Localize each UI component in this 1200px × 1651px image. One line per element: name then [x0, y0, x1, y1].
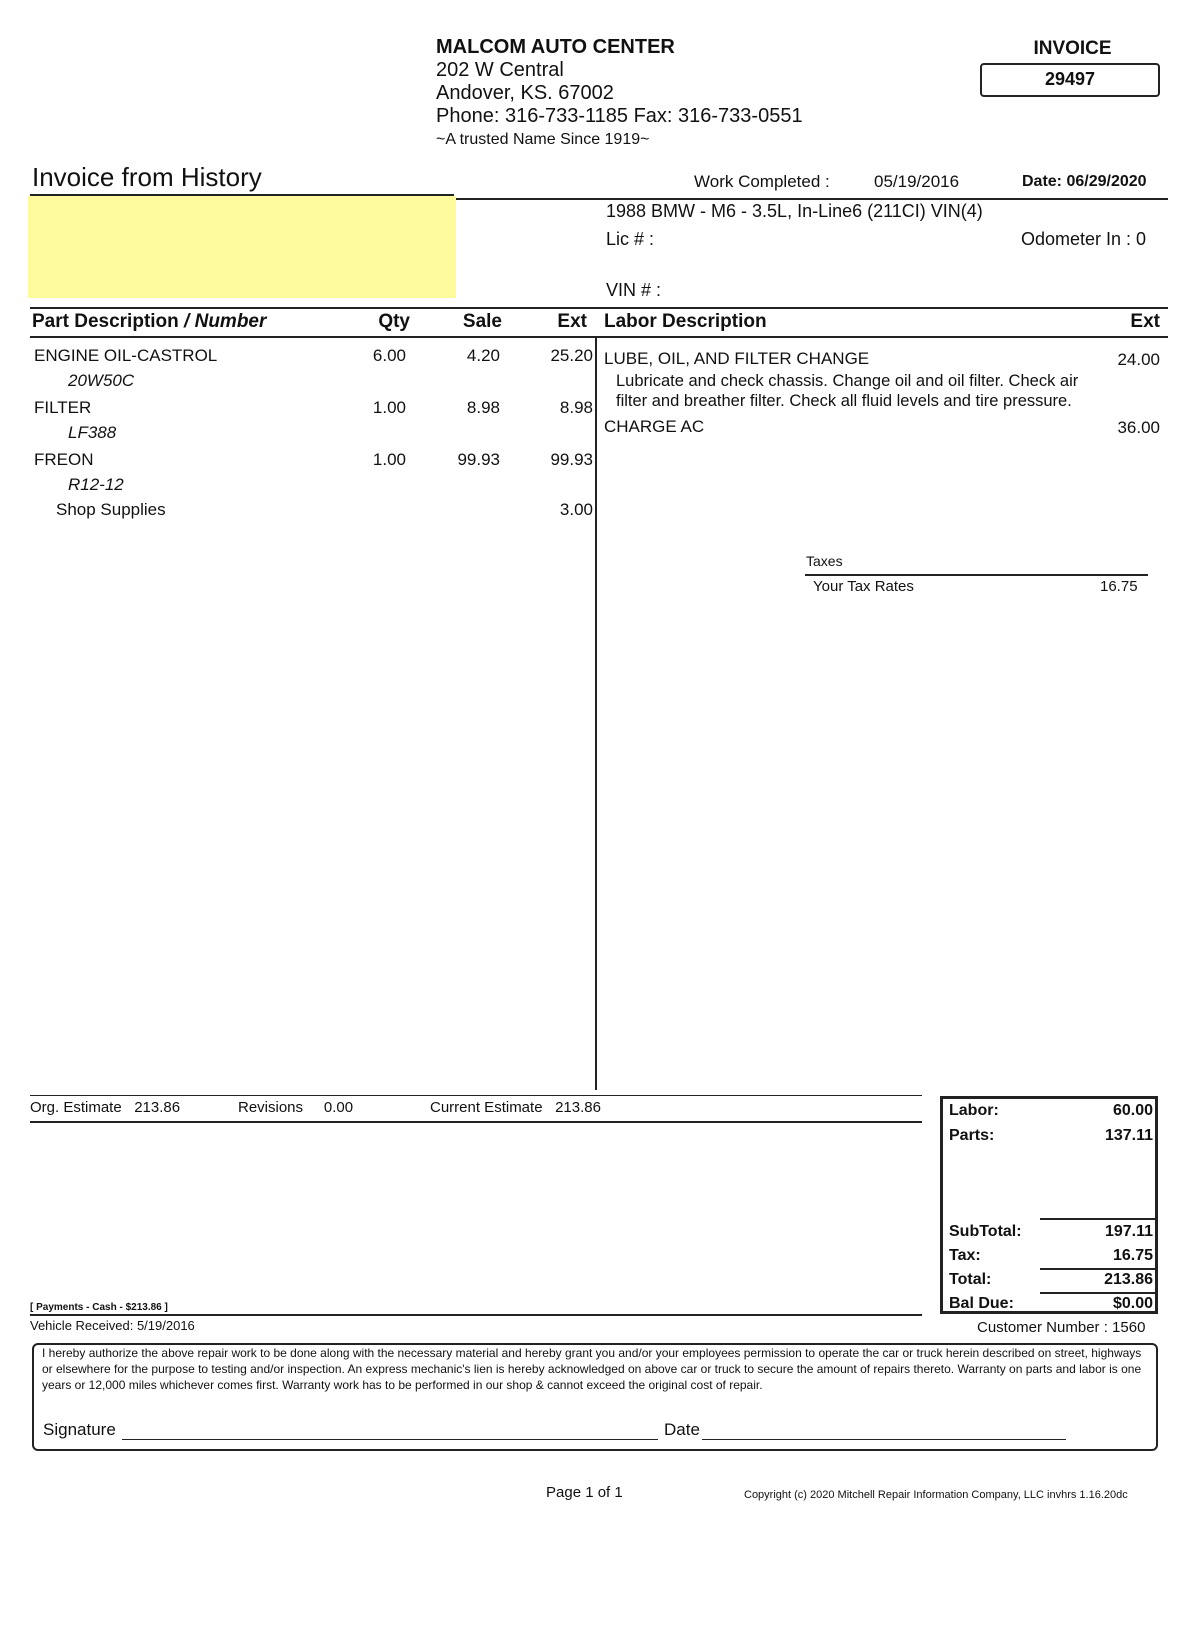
- vehicle-description: 1988 BMW - M6 - 3.5L, In-Line6 (211CI) VIN(4): [606, 201, 983, 221]
- org-estimate-value: 213.86: [134, 1099, 181, 1116]
- authorization-text: I hereby authorize the above repair work to be done along with the necessary material and hereby grant you and/or your employees permission to operate the car or truck herein described on street, highways or elsewhere for the purpose to testing and/or inspection. An express mechanic's lien is hereby acknowledged on above car or truck to secure the amount of repairs thereto. Warranty on parts and labor is one years or 12,000 miles whichever comes first. Warranty work has to be performed in our shop & cannot exceed the original cost of repair.: [42, 1346, 1142, 1392]
- invoice-number: 29497: [980, 63, 1160, 97]
- copyright: Copyright (c) 2020 Mitchell Repair Information Company, LLC invhrs 1.16.20dc: [744, 1489, 1128, 1501]
- current-estimate: [430, 1099, 601, 1116]
- divider: [30, 1095, 922, 1096]
- invoice-date-label: Date:: [1022, 173, 1063, 190]
- vin-number: VIN # :: [606, 280, 662, 300]
- labor-header-description: Labor Description: [604, 311, 767, 332]
- shop-supplies-label: Shop Supplies: [56, 500, 166, 519]
- parts-total-label: Parts:: [949, 1127, 995, 1144]
- company-address-line1: 202 W Central: [436, 59, 564, 81]
- date-line: [702, 1439, 1066, 1440]
- invoice-date: [1022, 173, 1147, 191]
- license-number: Lic # :: [606, 229, 655, 249]
- divider: [454, 198, 1168, 200]
- column-divider: [595, 338, 597, 1090]
- divider: [1040, 1268, 1155, 1270]
- invoice-date-value: 06/29/2020: [1066, 173, 1147, 190]
- vehicle-received: Vehicle Received: 5/19/2016: [30, 1318, 195, 1333]
- part-number: R12-12: [68, 475, 124, 494]
- labor-total-label: Labor:: [949, 1102, 999, 1119]
- tax-rate-label: Your Tax Rates: [813, 578, 914, 595]
- payments-line: [ Payments - Cash - $213.86 ]: [30, 1302, 168, 1313]
- shop-supplies-ext: 3.00: [559, 500, 593, 519]
- balance-due-label: Bal Due:: [949, 1295, 1014, 1312]
- org-estimate: [30, 1099, 180, 1116]
- grand-total: 213.86: [1104, 1271, 1153, 1288]
- tax-total: 16.75: [1112, 1247, 1153, 1264]
- part-qty: 1.00: [372, 450, 406, 469]
- company-name: MALCOM AUTO CENTER: [436, 36, 675, 58]
- redacted-customer-info: [28, 196, 456, 298]
- divider: [30, 1314, 922, 1316]
- total-label: Total:: [949, 1271, 992, 1288]
- divider: [30, 1121, 922, 1123]
- part-number: LF388: [68, 423, 117, 442]
- parts-header-description: [32, 311, 266, 333]
- divider: [30, 336, 1168, 338]
- subtotal: 197.11: [1104, 1223, 1153, 1240]
- divider: [1040, 1218, 1155, 1220]
- parts-header-number-label: / Number: [184, 311, 267, 332]
- company-address-line2: Andover, KS. 67002: [436, 82, 614, 104]
- work-completed-label: Work Completed :: [694, 172, 830, 191]
- part-qty: 1.00: [372, 398, 406, 417]
- customer-number: Customer Number : 1560: [977, 1319, 1146, 1336]
- document-title: Invoice from History: [32, 162, 262, 192]
- company-header: [436, 36, 803, 151]
- parts-header-desc-label: Part Description: [32, 311, 179, 332]
- part-sale: 99.93: [457, 450, 500, 469]
- subtotal-label: SubTotal:: [949, 1223, 1022, 1240]
- labor-name: CHARGE AC: [604, 417, 705, 436]
- odometer-in: Odometer In : 0: [1021, 229, 1147, 249]
- signature-date-label: Date: [664, 1420, 700, 1439]
- labor-ext: 24.00: [1117, 350, 1160, 369]
- divider: [1040, 1292, 1155, 1294]
- parts-total: 137.11: [1104, 1127, 1153, 1144]
- invoice-label: INVOICE: [1033, 38, 1112, 59]
- revisions: [238, 1099, 353, 1116]
- labor-note-line2: filter and breather filter. Check all fluid levels and tire pressure.: [616, 392, 1072, 410]
- tax-rate-value: 16.75: [1100, 578, 1138, 595]
- revisions-value: 0.00: [323, 1099, 354, 1116]
- divider: [805, 574, 1148, 576]
- part-sale: 4.20: [466, 346, 500, 365]
- part-name: ENGINE OIL-CASTROL: [34, 346, 218, 365]
- tax-label: Tax:: [949, 1247, 981, 1264]
- company-tagline: ~A trusted Name Since 1919~: [436, 131, 650, 148]
- labor-name: LUBE, OIL, AND FILTER CHANGE: [604, 349, 870, 368]
- part-qty: 6.00: [372, 346, 406, 365]
- divider: [30, 307, 1168, 309]
- part-name: FREON: [34, 450, 94, 469]
- signature-label: Signature: [43, 1420, 116, 1439]
- company-phone-fax: Phone: 316-733-1185 Fax: 316-733-0551: [436, 105, 803, 127]
- labor-note-line1: Lubricate and check chassis. Change oil and oil filter. Check air: [616, 372, 1079, 390]
- labor-total: 60.00: [1112, 1102, 1153, 1119]
- signature-line: [122, 1439, 658, 1440]
- part-sale: 8.98: [466, 398, 500, 417]
- taxes-label: Taxes: [806, 553, 843, 569]
- page-number: Page 1 of 1: [546, 1484, 623, 1501]
- current-estimate-label: Current Estimate: [430, 1099, 543, 1116]
- work-completed-date: 05/19/2016: [874, 172, 960, 191]
- part-ext: 25.20: [550, 346, 593, 365]
- revisions-label: Revisions: [238, 1099, 304, 1116]
- current-estimate-value: 213.86: [555, 1099, 601, 1116]
- part-number: 20W50C: [68, 371, 135, 390]
- balance-due: $0.00: [1112, 1295, 1153, 1312]
- part-name: FILTER: [34, 398, 92, 417]
- org-estimate-label: Org. Estimate: [30, 1099, 122, 1116]
- part-ext: 8.98: [559, 398, 593, 417]
- parts-header-ext: Ext: [557, 311, 587, 332]
- labor-header-ext: Ext: [1130, 311, 1160, 332]
- labor-ext: 36.00: [1117, 418, 1160, 437]
- parts-header-qty: Qty: [378, 311, 410, 332]
- parts-header-sale: Sale: [462, 311, 502, 332]
- part-ext: 99.93: [550, 450, 593, 469]
